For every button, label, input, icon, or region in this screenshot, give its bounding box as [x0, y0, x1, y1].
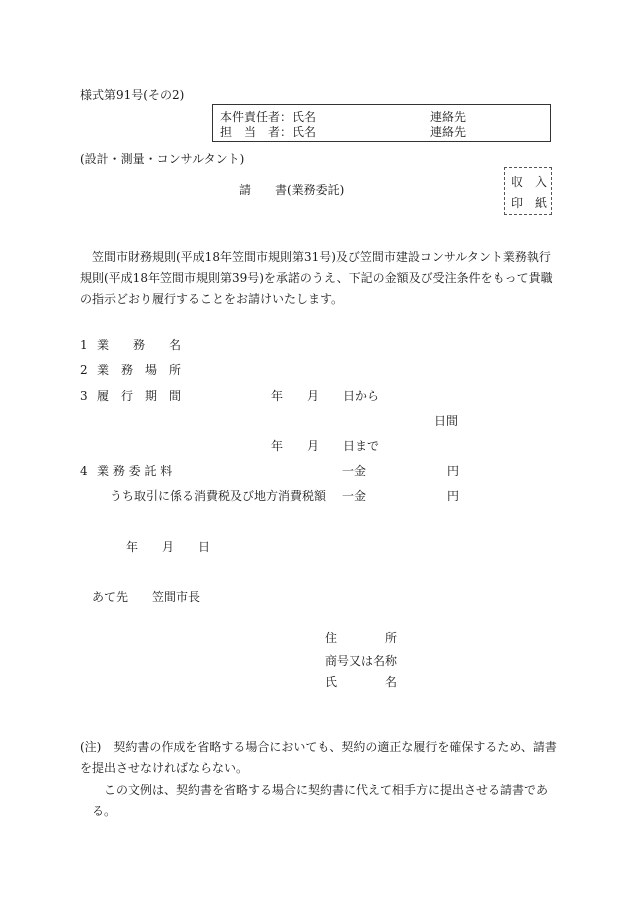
tax-amount-prefix: 一金 — [342, 489, 367, 503]
signer-name: 氏 名 — [325, 675, 398, 689]
addressee: あて先 笠間市長 — [92, 590, 201, 604]
item2-number: 2 — [80, 363, 88, 377]
item3-label: 履 行 期 間 — [97, 389, 182, 403]
item3-number: 3 — [80, 389, 88, 403]
note-2: この文例は、契約書を省略する場合に契約書に代えて相手方に提出させる請書である。 — [92, 783, 549, 818]
contact-box — [212, 104, 551, 142]
revenue-stamp-box — [504, 167, 552, 215]
signer-company: 商号又は名称 — [325, 654, 398, 668]
intro-paragraph: 笠間市財務規則(平成18年笠間市規則第31号)及び笠間市建設コンサルタント業務執行規則(平成18年笠間市規則第39号)を承諾のうえ、下記の金額及び受注条件をもって貴職の指示どおり履行することをお請けいたします。 — [80, 250, 553, 306]
note-1: (注) 契約書の作成を省略する場合においても、契約の適正な履行を確保するため、請書を提出させなければならない。 — [80, 740, 557, 775]
stamp-line2: 印 紙 — [511, 196, 548, 210]
stamp-line1: 収 入 — [511, 175, 548, 189]
form-number: 様式第91号(その2) — [80, 88, 185, 102]
item2-label: 業 務 場 所 — [97, 363, 182, 377]
contact-row2-left: 担 当 者：氏名 — [220, 125, 317, 139]
item3-from-date: 年 月 日から — [271, 389, 380, 403]
item4-number: 4 — [80, 464, 88, 478]
item4-amount-prefix: 一金 — [342, 464, 367, 478]
item4-unit: 円 — [447, 464, 460, 478]
tax-unit: 円 — [447, 489, 460, 503]
document-title: 請 書(業務委託) — [239, 183, 345, 197]
item3-to-date: 年 月 日まで — [271, 439, 380, 453]
contact-row2-right: 連絡先 — [430, 125, 467, 139]
item4-label: 業 務 委 託 料 — [97, 464, 173, 478]
item1-number: 1 — [80, 338, 88, 352]
category-label: (設計・測量・コンサルタント) — [80, 152, 245, 166]
contact-row1-right: 連絡先 — [430, 110, 467, 124]
item1-label: 業 務 名 — [97, 338, 182, 352]
contact-row1-left: 本件責任者：氏名 — [220, 110, 317, 124]
tax-label: うち取引に係る消費税及び地方消費税額 — [110, 489, 327, 503]
date-line: 年 月 日 — [126, 540, 211, 554]
signer-address: 住 所 — [325, 631, 398, 645]
item3-days: 日間 — [434, 414, 459, 428]
